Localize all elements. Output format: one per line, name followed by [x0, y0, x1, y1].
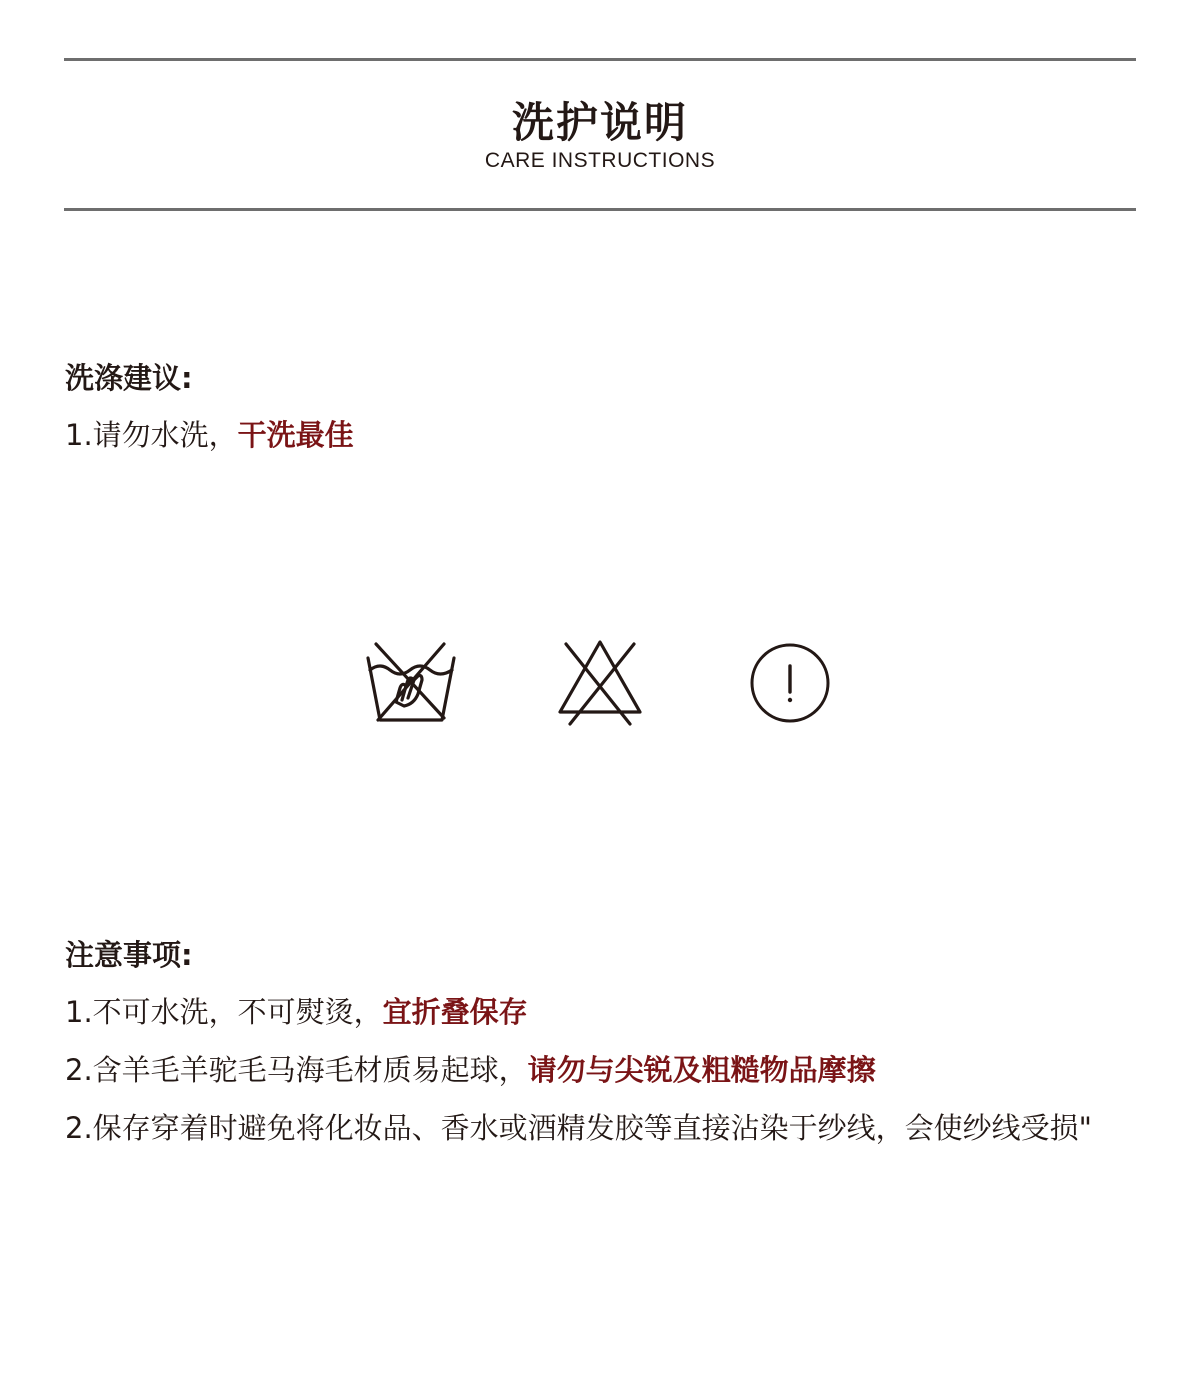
header-top-divider	[64, 58, 1136, 61]
notes-item-3: 2.保存穿着时避免将化妆品、香水或酒精发胶等直接沾染于纱线，会使纱线受损"	[65, 1111, 1093, 1145]
notes-item-2	[65, 1050, 876, 1090]
washing-item-1-emphasis: 干洗最佳	[237, 418, 354, 452]
do-not-bleach-icon	[552, 636, 648, 732]
notes-heading: 注意事项:	[65, 938, 193, 972]
notes-item-2-emphasis: 请勿与尖锐及粗糙物品摩擦	[527, 1053, 876, 1087]
page-subtitle: CARE INSTRUCTIONS	[484, 149, 716, 172]
notes-item-1-emphasis: 宜折叠保存	[382, 995, 528, 1029]
washing-heading: 洗涤建议:	[65, 361, 193, 395]
page-title: 洗护说明	[511, 98, 688, 147]
notes-item-1-text: 1.不可水洗，不可熨烫，	[65, 995, 383, 1029]
notes-item-2-text: 2.含羊毛羊驼毛马海毛材质易起球，	[65, 1053, 528, 1087]
washing-item-1-text: 1.请勿水洗，	[65, 418, 238, 452]
washing-item-1	[65, 415, 354, 455]
caution-icon	[742, 636, 838, 732]
do-not-wash-icon	[362, 636, 458, 732]
care-icons-row	[0, 636, 1200, 732]
header-bottom-divider	[64, 208, 1136, 211]
notes-item-1	[65, 992, 528, 1032]
